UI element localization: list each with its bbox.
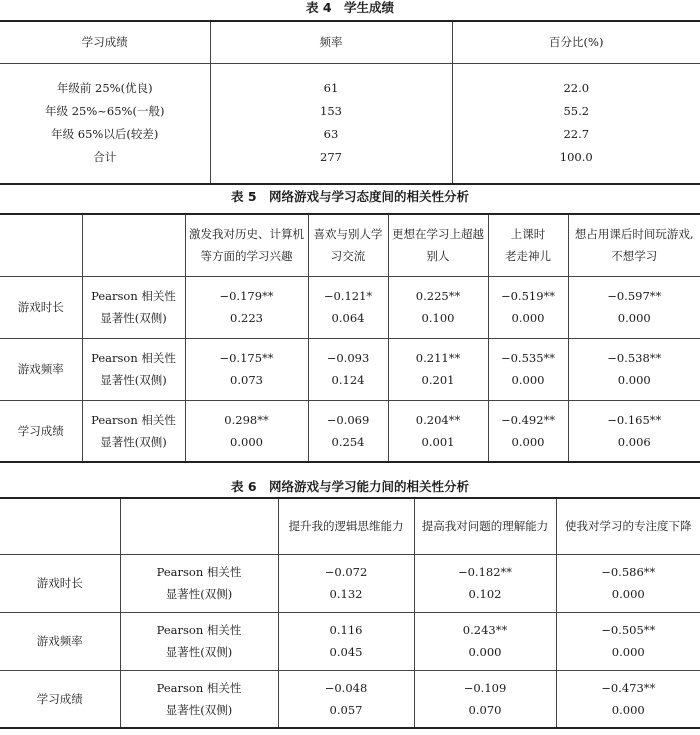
table5-stat-labels: Pearson 相关性 显著性(双侧) <box>82 276 185 338</box>
table5-cell: −0.069 0.254 <box>308 400 388 462</box>
table-row <box>0 338 700 400</box>
table6-header-row <box>0 498 700 554</box>
table5-cell: 0.298** 0.000 <box>185 400 308 462</box>
table5-cell: 0.225** 0.100 <box>388 276 488 338</box>
table4-row-label: 年级 25%~65%(一般) <box>45 104 165 119</box>
table5-cell: −0.093 0.124 <box>308 338 388 400</box>
table5-cell: −0.519** 0.000 <box>488 276 568 338</box>
table6 <box>0 497 700 729</box>
table4-cell-frequency: 277 <box>320 150 342 165</box>
table-row <box>0 554 700 612</box>
table4-cell-frequency: 61 <box>323 81 339 96</box>
table6-cell: −0.109 0.070 <box>414 670 556 728</box>
table4-cell-frequency: 63 <box>323 127 339 142</box>
table6-stat-labels: Pearson 相关性 显著性(双侧) <box>120 554 278 612</box>
table5-header-surpass: 更想在学习上超越 别人 <box>388 214 488 276</box>
table4-cell-percent: 100.0 <box>559 150 593 165</box>
table4-caption: 表 4 学生成绩 <box>305 0 395 15</box>
table6-row-label: 游戏时长 <box>0 554 120 612</box>
table6-cell: −0.473** 0.000 <box>556 670 700 728</box>
table5-cell: −0.121* 0.064 <box>308 276 388 338</box>
table6-cell: −0.182** 0.102 <box>414 554 556 612</box>
table6-cell: −0.072 0.132 <box>278 554 414 612</box>
table5-row-label: 游戏时长 <box>0 276 82 338</box>
table6-stat-labels: Pearson 相关性 显著性(双侧) <box>120 670 278 728</box>
table6-caption: 表 6 网络游戏与学习能力间的相关性分析 <box>230 479 470 494</box>
table4-header: 频率 <box>210 21 452 63</box>
table5-cell: −0.538** 0.000 <box>568 338 700 400</box>
table6-cell: −0.505** 0.000 <box>556 612 700 670</box>
table4-body <box>0 63 700 183</box>
table-row <box>0 276 700 338</box>
table4-cell-percent: 22.0 <box>563 81 590 96</box>
table4-row-label: 合计 <box>93 150 117 165</box>
table5-cell: −0.492** 0.000 <box>488 400 568 462</box>
table5-cell: 0.211** 0.201 <box>388 338 488 400</box>
table4 <box>0 20 700 185</box>
table4-cell-percent: 22.7 <box>563 127 590 142</box>
table6-cell: −0.048 0.057 <box>278 670 414 728</box>
table5-caption: 表 5 网络游戏与学习态度间的相关性分析 <box>230 189 470 204</box>
table5-header-play-instead: 想占用课后时间玩游戏, 不想学习 <box>568 214 700 276</box>
table6-header-focus: 使我对学习的专注度下降 <box>556 498 700 554</box>
table5-stat-labels: Pearson 相关性 显著性(双侧) <box>82 400 185 462</box>
table4-header: 百分比(%) <box>452 21 700 63</box>
table6-stat-labels: Pearson 相关性 显著性(双侧) <box>120 612 278 670</box>
table4-header-row <box>0 21 700 63</box>
table5-cell: −0.597** 0.000 <box>568 276 700 338</box>
table6-cell: −0.586** 0.000 <box>556 554 700 612</box>
table6-cell: 0.116 0.045 <box>278 612 414 670</box>
table5-row-label: 游戏频率 <box>0 338 82 400</box>
table6-header-understanding: 提高我对问题的理解能力 <box>414 498 556 554</box>
table6-header-logic: 提升我的逻辑思维能力 <box>278 498 414 554</box>
table4-header: 学习成绩 <box>0 21 210 63</box>
table5-cell: −0.179** 0.223 <box>185 276 308 338</box>
table5-header-row <box>0 214 700 276</box>
table6-cell: 0.243** 0.000 <box>414 612 556 670</box>
table5-cell: −0.175** 0.073 <box>185 338 308 400</box>
table5-cell: 0.204** 0.001 <box>388 400 488 462</box>
table5-header-interest: 激发我对历史、计算机 等方面的学习兴趣 <box>185 214 308 276</box>
table5 <box>0 213 700 463</box>
table5-stat-labels: Pearson 相关性 显著性(双侧) <box>82 338 185 400</box>
table5-cell: −0.535** 0.000 <box>488 338 568 400</box>
table6-row-label: 学习成绩 <box>0 670 120 728</box>
table-row <box>0 670 700 728</box>
table5-row-label: 学习成绩 <box>0 400 82 462</box>
table4-cell-frequency: 153 <box>320 104 342 119</box>
table4-row-label: 年级前 25%(优良) <box>56 81 153 96</box>
table-row <box>0 400 700 462</box>
table-row <box>0 612 700 670</box>
table5-header-distracted: 上课时 老走神儿 <box>488 214 568 276</box>
table5-cell: −0.165** 0.006 <box>568 400 700 462</box>
table4-cell-percent: 55.2 <box>563 104 590 119</box>
table5-header-communication: 喜欢与别人学 习交流 <box>308 214 388 276</box>
table6-row-label: 游戏频率 <box>0 612 120 670</box>
table4-row-label: 年级 65%以后(较差) <box>51 127 159 142</box>
